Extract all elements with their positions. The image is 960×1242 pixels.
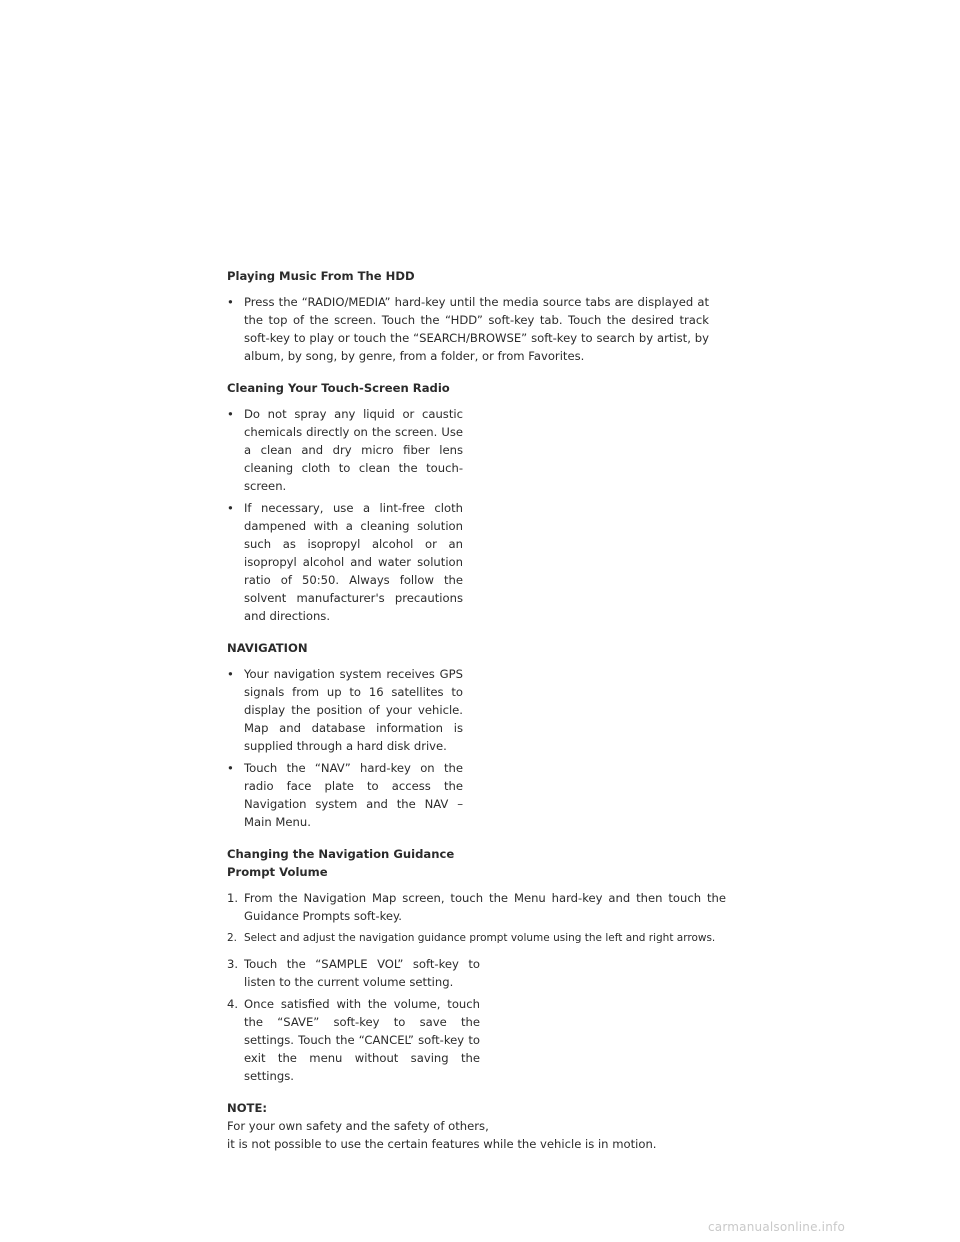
list-item [227,889,726,925]
guidance-heading-line2: Prompt Volume [227,865,328,879]
step-text: Once satisfied with the volume, touch the “SAVE” soft-key to save the settings. Touch the “CANCEL” soft-key to exit the menu without saving the settings. [244,997,480,1083]
list-item [227,293,709,365]
note-line-1: For your own safety and the safety of others, [227,1119,489,1133]
list-item [227,665,463,755]
list-item [227,929,726,947]
cleaning-list [227,405,463,625]
cleaning-bullet-text: If necessary, use a lint-free cloth dampened with a cleaning solution such as isopropyl alcohol or an isopropyl alcohol and water solution ratio of 50:50. Always follow the solvent manufacturer's precautions and directions. [244,501,463,623]
bullet-icon: • [227,667,234,681]
step-text: Select and adjust the navigation guidance prompt volume using the left and right arrows. [244,932,716,944]
list-item [227,955,480,991]
list-item [227,995,480,1085]
step-text: From the Navigation Map screen, touch the Menu hard-key and then touch the Guidance Prompts soft-key. [244,891,726,923]
navigation-bullet-text: Your navigation system receives GPS signals from up to 16 satellites to display the position of your vehicle. Map and database information is supplied through a hard disk drive. [244,667,463,753]
hdd-heading: Playing Music From The HDD [227,269,415,283]
navigation-list [227,665,463,831]
note-line-2: it is not possible to use the certain features while the vehicle is in motion. [227,1137,657,1151]
guidance-heading-line1: Changing the Navigation Guidance [227,847,455,861]
watermark: carmanualsonline.info [708,1220,845,1234]
list-item [227,499,463,625]
bullet-icon: • [227,407,234,421]
cleaning-bullet-text: Do not spray any liquid or caustic chemicals directly on the screen. Use a clean and dry micro fiber lens cleaning cloth to clean the touch-screen. [244,407,463,493]
page-content [227,267,726,1153]
step-number: 3. [227,957,239,971]
bullet-icon: • [227,501,234,515]
list-item [227,405,463,495]
cleaning-heading: Cleaning Your Touch-Screen Radio [227,381,450,395]
navigation-heading: NAVIGATION [227,641,308,655]
navigation-bullet-text: Touch the “NAV” hard-key on the radio face plate to access the Navigation system and the NAV – Main Menu. [244,761,463,829]
hdd-bullet-text: Press the “RADIO/MEDIA” hard-key until the media source tabs are displayed at the top of the screen. Touch the “HDD” soft-key tab. Touch the desired track soft-key to play or touch the “SEARCH/BROWSE” soft-key to search by artist, by album, by song, by genre, from a folder, or from Favorites. [244,295,709,363]
bullet-icon: • [227,295,234,309]
step-text: Touch the “SAMPLE VOL” soft-key to listen to the current volume setting. [244,957,480,989]
bullet-icon: • [227,761,234,775]
step-number: 2. [227,932,238,944]
step-number: 4. [227,997,239,1011]
guidance-steps [227,889,726,1085]
list-item [227,759,463,831]
step-number: 1. [227,891,239,905]
hdd-list [227,293,709,365]
note-label: NOTE: [227,1101,268,1115]
